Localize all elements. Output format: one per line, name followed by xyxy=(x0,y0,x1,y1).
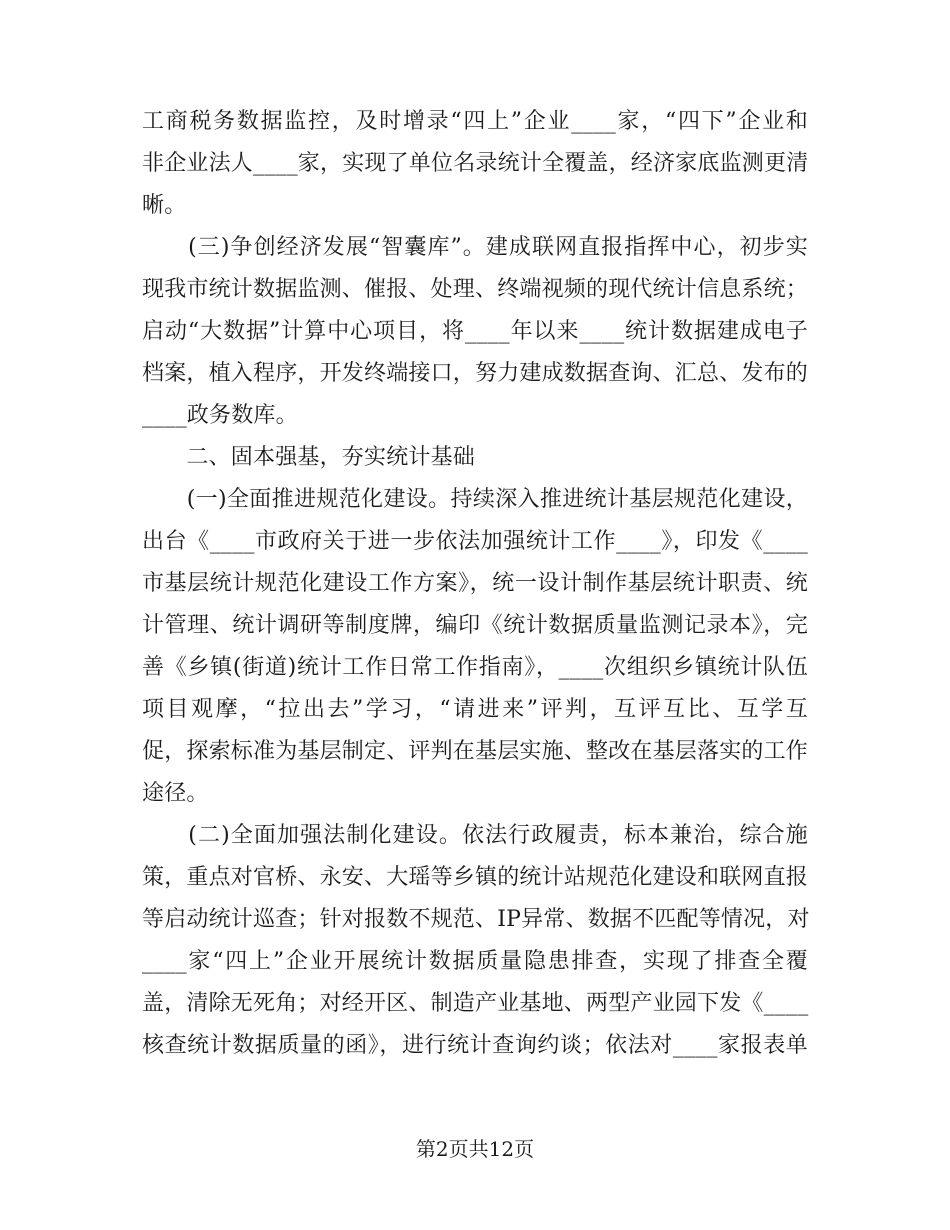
text-line: 善《乡镇(街道)统计工作日常工作指南》，____次组织乡镇统计队伍 xyxy=(142,655,808,680)
text-line: 策，重点对官桥、永安、大瑶等乡镇的统计站规范化建设和联网直报 xyxy=(142,865,809,890)
text-line: 二、固本强基，夯实统计基础 xyxy=(142,445,476,470)
text-line: (二)全面加强法制化建设。依法行政履责，标本兼治，综合施 xyxy=(142,823,808,848)
text-line: 晰。 xyxy=(142,193,187,218)
text-line: 工商税务数据监控，及时增录“四上”企业____家，“四下”企业和 xyxy=(142,109,808,134)
text-line: 启动“大数据”计算中心项目，将____年以来____统计数据建成电子 xyxy=(142,319,808,344)
text-line: 出台《____市政府关于进一步依法加强统计工作____》，印发《____ xyxy=(142,529,808,554)
page-footer: 第2页共12页 xyxy=(415,1137,535,1161)
text-line: 现我市统计数据监测、催报、处理、终端视频的现代统计信息系统； xyxy=(142,277,809,302)
text-line: (三)争创经济发展“智囊库”。建成联网直报指挥中心，初步实 xyxy=(142,235,808,260)
text-line: 项目观摩，“拉出去”学习，“请进来”评判，互评互比、互学互 xyxy=(142,697,808,722)
text-line: 市基层统计规范化建设工作方案》，统一设计制作基层统计职责、统 xyxy=(142,571,808,596)
text-line: ____家“四上”企业开展统计数据质量隐患排查，实现了排查全覆 xyxy=(142,949,808,974)
text-line: 促，探索标准为基层制定、评判在基层实施、整改在基层落实的工作 xyxy=(142,739,809,764)
text-line: 途径。 xyxy=(142,781,209,806)
text-line: 等启动统计巡查；针对报数不规范、IP异常、数据不匹配等情况，对 xyxy=(142,907,810,932)
text-line: 盖，清除无死角；对经开区、制造产业基地、两型产业园下发《____ xyxy=(142,991,809,1016)
text-line: 核查统计数据质量的函》，进行统计查询约谈；依法对____家报表单 xyxy=(142,1033,808,1058)
text-line: (一)全面推进规范化建设。持续深入推进统计基层规范化建设， xyxy=(142,487,808,512)
text-line: ____政务数库。 xyxy=(142,403,298,428)
text-line: 非企业法人____家，实现了单位名录统计全覆盖，经济家底监测更清 xyxy=(142,151,809,176)
document-page xyxy=(142,101,808,1067)
text-line: 计管理、统计调研等制度牌，编印《统计数据质量监测记录本》，完 xyxy=(142,613,808,638)
text-line: 档案，植入程序，开发终端接口，努力建成数据查询、汇总、发布的 xyxy=(142,361,809,386)
